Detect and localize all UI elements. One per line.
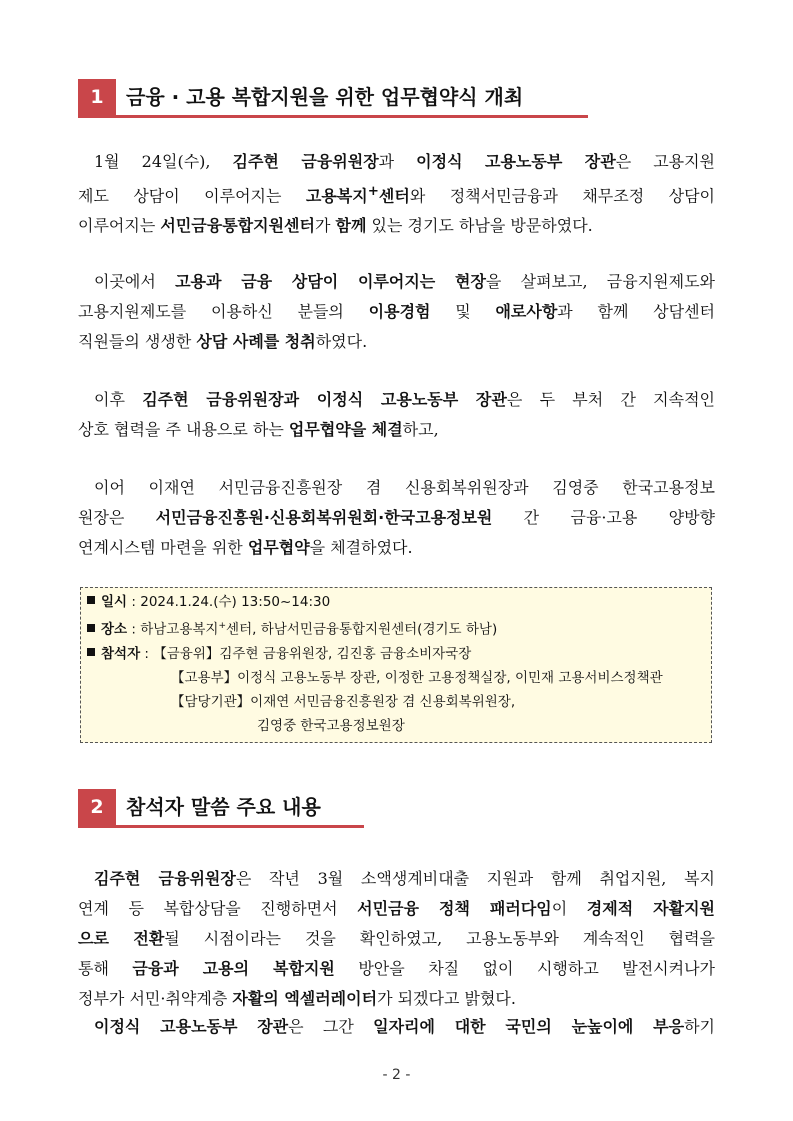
- section-1-heading: [78, 79, 598, 119]
- section-1-number: 1: [78, 79, 116, 115]
- bullet-square-icon: [87, 624, 95, 632]
- event-date: 일시 : 2024.1.24.(수) 13:50~14:30: [87, 592, 330, 612]
- bullet-square-icon: [87, 596, 95, 604]
- section-2-number: 2: [78, 789, 116, 825]
- bullet-square-icon: [87, 648, 95, 656]
- section-1-underline: [78, 115, 588, 118]
- section-2-heading: [78, 789, 378, 829]
- section-2-paragraph-2: 이정식 고용노동부 장관은 그간 일자리에 대한 국민의 눈높이에 부응하기: [94, 1017, 716, 1036]
- attendees-agency: 【담당기관】이재연 서민금융진흥원장 겸 신용회복위원장,: [171, 694, 516, 710]
- section-2-paragraph-1: 김주현 금융위원장은 작년 3월 소액생계비대출 지원과 함께 취업지원, 복지 연계 등 복합상담을 진행하면서 서민금융 정책 패러다임이 경제적 자활지원 으로 전환될 시점이라는 것을 확인하였고, 고용노동부와 계속적인 협력을 통해 금융과 고용의 복합지원 방안을 차질 없이 시행하고 발전시켜나가 정부가 서민·취약계층 자활의 엑셀러레이터가 되겠다고 밝혔다.: [78, 869, 716, 1008]
- event-info-box: [80, 587, 712, 743]
- section-1-paragraph-3: 이후 김주현 금융위원장과 이정식 고용노동부 장관은 두 부처 간 지속적인 상호 협력을 주 내용으로 하는 업무협약을 체결하고,: [78, 390, 716, 439]
- section-1-paragraph-1: 1월 24일(수), 김주현 금융위원장과 이정식 고용노동부 장관은 고용지원 제도 상담이 이루어지는 고용복지+센터와 정책서민금융과 채무조정 상담이 이루어지는 서민금융통합지원센터가 함께 있는 경기도 하남을 방문하였다.: [78, 152, 716, 236]
- attendees-moel: 【고용부】이정식 고용노동부 장관, 이정한 고용정책실장, 이민재 고용서비스정책관: [171, 670, 663, 686]
- event-place: 장소 : 하남고용복지+센터, 하남서민금융통합지원센터(경기도 하남): [87, 616, 497, 640]
- section-1-paragraph-4: 이어 이재연 서민금융진흥원장 겸 신용회복위원장과 김영중 한국고용정보 원장은 서민금융진흥원·신용회복위원회·한국고용정보원 간 금융·고용 양방향 연계시스템 마련을 위한 업무협약을 체결하였다.: [78, 478, 715, 557]
- page-number: - 2 -: [382, 1067, 411, 1083]
- section-2-underline: [78, 825, 364, 828]
- section-2-title: 참석자 말씀 주요 내용: [126, 795, 321, 819]
- attendees-agency-2: 김영중 한국고용정보원장: [257, 718, 405, 734]
- section-1-paragraph-2: 이곳에서 고용과 금융 상담이 이루어지는 현장을 살펴보고, 금융지원제도와 고용지원제도를 이용하신 분들의 이용경험 및 애로사항과 함께 상담센터 직원들의 생생한 상담 사례를 청취하였다.: [78, 272, 716, 351]
- event-attendees: 참석자 : 【금융위】김주현 금융위원장, 김진홍 금융소비자국장: [87, 644, 471, 664]
- section-1-title: 금융 · 고용 복합지원을 위한 업무협약식 개최: [126, 85, 524, 109]
